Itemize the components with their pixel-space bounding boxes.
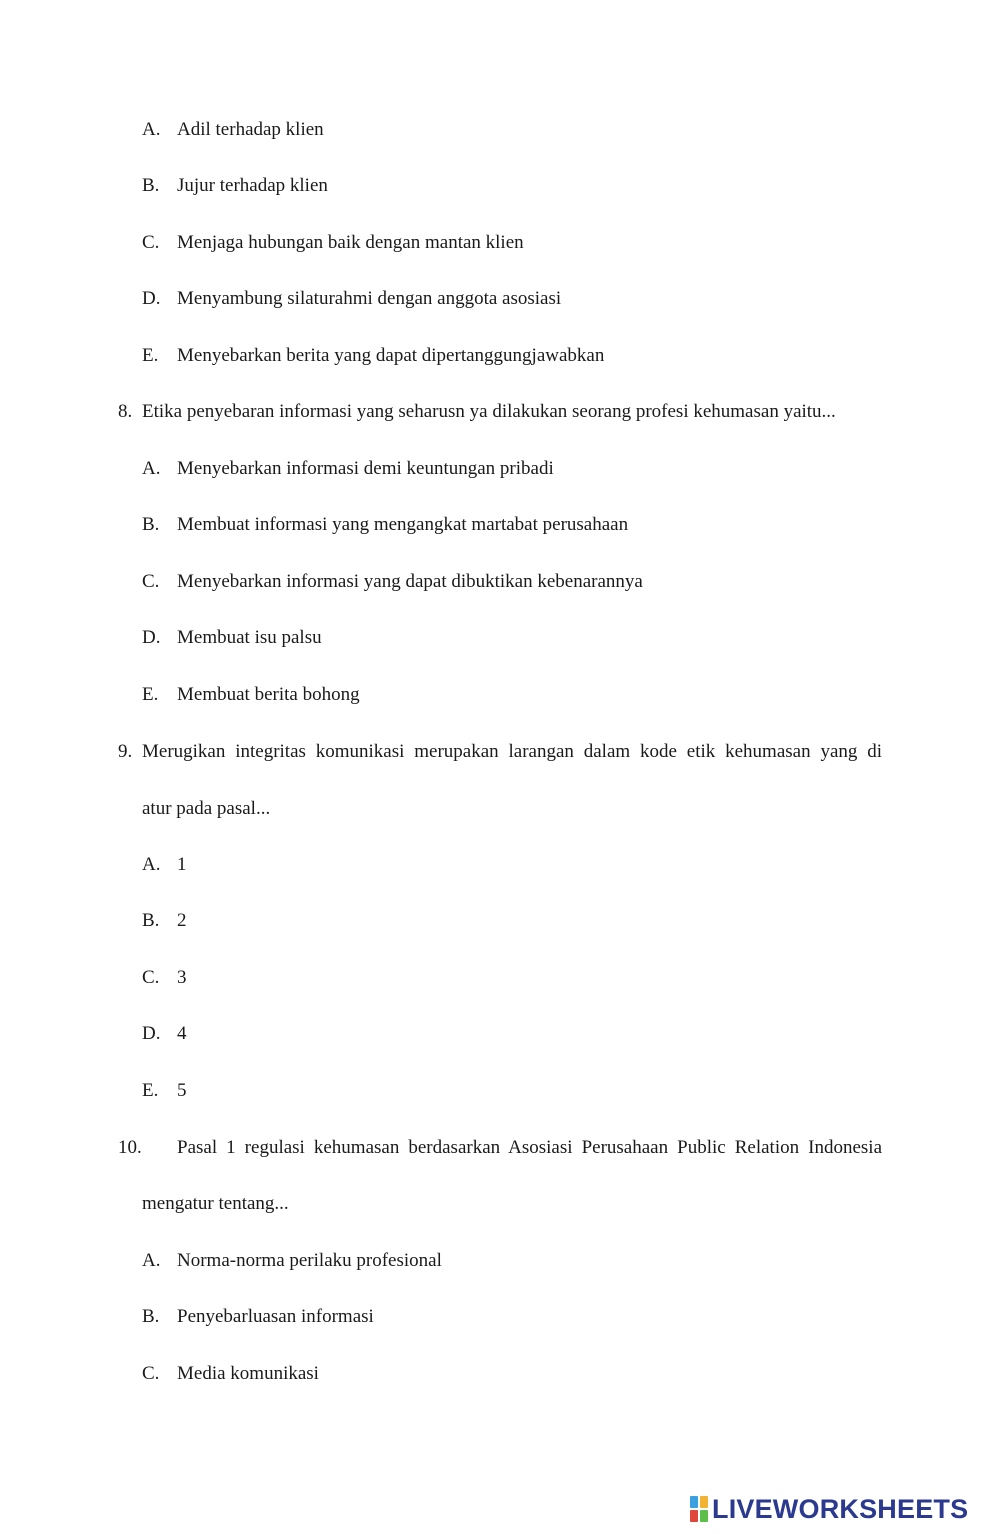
question-number: 9.	[118, 741, 133, 762]
option-text: Menyebarkan informasi demi keuntungan pribadi	[177, 458, 554, 479]
option-letter: D.	[142, 1023, 161, 1044]
question-9-continuation: atur pada pasal...	[142, 798, 271, 819]
mark-square-icon	[700, 1496, 708, 1508]
option-q7-b[interactable]	[142, 174, 328, 198]
option-text: Membuat isu palsu	[177, 627, 322, 648]
option-q9-c[interactable]	[142, 966, 187, 990]
option-text: Jujur terhadap klien	[177, 175, 328, 196]
option-letter: C.	[142, 232, 160, 253]
question-number: 10.	[118, 1137, 142, 1158]
option-q7-a[interactable]	[142, 118, 324, 142]
liveworksheets-logo	[690, 1494, 968, 1524]
option-letter: A.	[142, 458, 161, 479]
option-q8-c[interactable]	[142, 570, 643, 594]
option-letter: A.	[142, 119, 161, 140]
option-q7-c[interactable]	[142, 231, 524, 255]
option-q8-a[interactable]	[142, 457, 554, 481]
option-letter: C.	[142, 571, 160, 592]
option-text: Membuat informasi yang mengangkat martabat perusahaan	[177, 514, 629, 535]
question-text: Pasal 1 regulasi kehumasan berdasarkan Asosiasi Perusahaan Public Relation Indonesia	[177, 1137, 882, 1158]
option-letter: B.	[142, 910, 160, 931]
option-letter: B.	[142, 1306, 160, 1327]
option-text: Norma-norma perilaku profesional	[177, 1250, 442, 1271]
liveworksheets-wordmark: LIVEWORKSHEETS	[712, 1493, 969, 1524]
option-letter: D.	[142, 627, 161, 648]
option-letter: E.	[142, 345, 159, 366]
option-text: Adil terhadap klien	[177, 119, 324, 140]
option-q8-d[interactable]	[142, 626, 322, 650]
option-q10-a[interactable]	[142, 1249, 442, 1273]
option-text: Media komunikasi	[177, 1363, 319, 1384]
option-text: 3	[177, 967, 187, 988]
mark-square-icon	[690, 1510, 698, 1522]
option-letter: B.	[142, 175, 160, 196]
option-q9-b[interactable]	[142, 909, 187, 933]
question-number: 8.	[118, 401, 133, 422]
option-text: Menjaga hubungan baik dengan mantan klien	[177, 232, 524, 253]
mark-square-icon	[700, 1510, 708, 1522]
option-text: Penyebarluasan informasi	[177, 1306, 374, 1327]
mark-square-icon	[690, 1496, 698, 1508]
option-text: 5	[177, 1080, 187, 1101]
question-10-continuation: mengatur tentang...	[142, 1193, 289, 1214]
option-q8-e[interactable]	[142, 683, 360, 707]
option-letter: C.	[142, 967, 160, 988]
option-letter: B.	[142, 514, 160, 535]
option-text: 2	[177, 910, 187, 931]
option-text: 1	[177, 854, 187, 875]
option-text: 4	[177, 1023, 187, 1044]
option-text: Membuat berita bohong	[177, 684, 360, 705]
option-letter: E.	[142, 684, 159, 705]
option-q7-d[interactable]	[142, 287, 561, 311]
question-text: Etika penyebaran informasi yang seharusn ya dilakukan seorang profesi kehumasan yaitu...	[142, 401, 836, 422]
option-letter: A.	[142, 1250, 161, 1271]
option-letter: C.	[142, 1363, 160, 1384]
liveworksheets-mark-icon	[690, 1496, 708, 1522]
option-q9-e[interactable]	[142, 1079, 187, 1103]
option-q10-c[interactable]	[142, 1362, 319, 1386]
option-letter: A.	[142, 854, 161, 875]
option-q9-d[interactable]	[142, 1022, 187, 1046]
option-text: Menyambung silaturahmi dengan anggota asosiasi	[177, 288, 562, 309]
option-text: Menyebarkan informasi yang dapat dibuktikan kebenarannya	[177, 571, 643, 592]
option-letter: E.	[142, 1080, 159, 1101]
option-text: Menyebarkan berita yang dapat dipertanggungjawabkan	[177, 345, 605, 366]
option-q10-b[interactable]	[142, 1305, 374, 1329]
question-text: Merugikan integritas komunikasi merupakan larangan dalam kode etik kehumasan yang di	[142, 741, 882, 762]
option-letter: D.	[142, 288, 161, 309]
option-q9-a[interactable]	[142, 853, 187, 877]
option-q7-e[interactable]	[142, 344, 604, 368]
option-q8-b[interactable]	[142, 513, 628, 537]
